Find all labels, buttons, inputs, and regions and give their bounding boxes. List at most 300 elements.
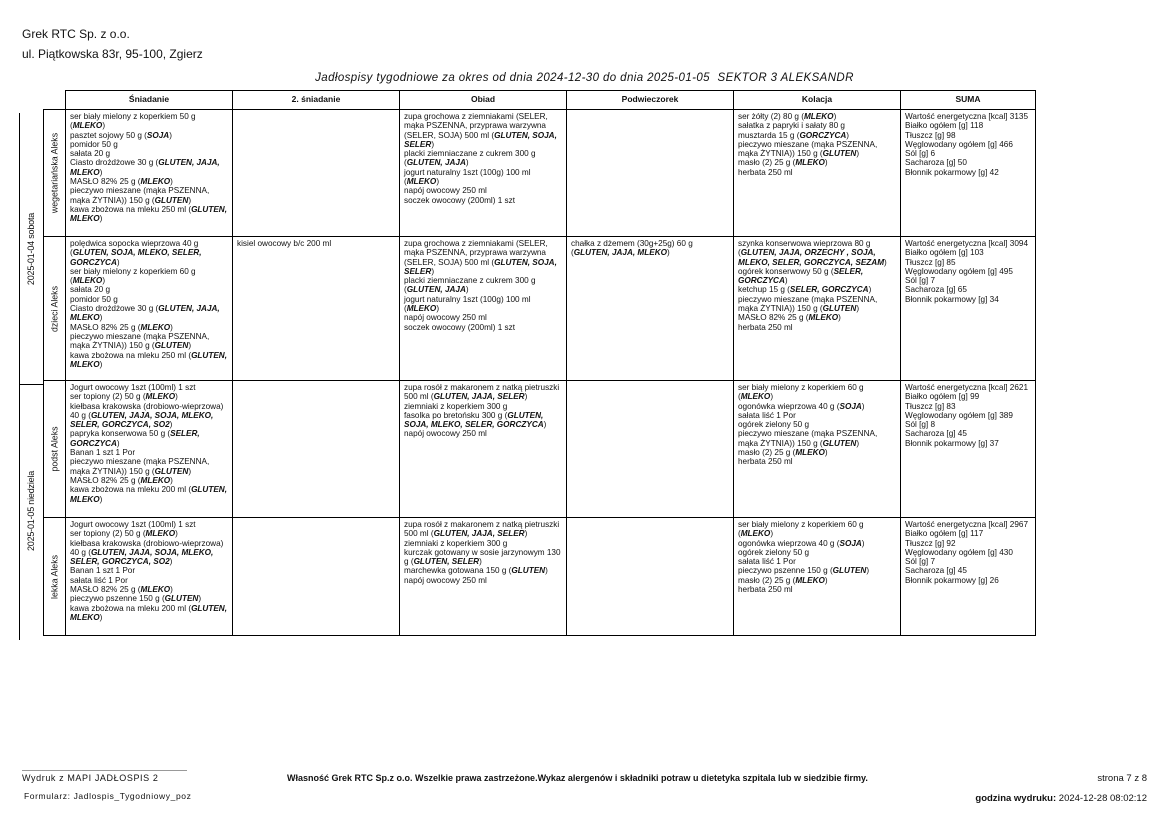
menu-item [70,402,228,430]
print-time-label: godzina wydruku: [975,793,1057,804]
allergen-text: MLEKO [72,276,103,286]
allergen-text: GLUTEN, SELER [413,557,480,567]
item-text: zupa rosół z makaronem z natką pietruszki 500 ml ( [404,383,560,402]
supper-cell [734,237,901,381]
item-text: MASŁO 82% 25 g ( [70,177,141,187]
item-text: ser biały mielony z koperkiem 50 g ( [70,112,196,131]
diet-name: wegetariańska Aleks [48,132,59,214]
allergen-text: GLUTEN [164,594,199,604]
item-text: ) [169,130,172,140]
item-text: ) [824,575,828,585]
menu-item [404,411,562,430]
diet-name: podst Aleks [48,426,59,472]
item-text: ) [667,248,670,258]
item-text: Jogurt owocowy 1szt (100ml) 1 szt [70,520,196,529]
menu-item [738,585,896,594]
menu-item [738,383,896,402]
allergen-text: MLEKO [740,529,771,539]
menu-item [70,476,228,485]
allergen-text: GLUTEN, JAJA [406,158,466,168]
menu-item [738,131,896,140]
header-lunch: Obiad [400,91,567,110]
nutrition-value: Sól [g] 6 [905,149,936,159]
item-text: herbata 250 ml [738,167,793,177]
menu-item [404,520,562,539]
item-text: pomidor 50 g [70,139,118,149]
item-text: herbata 250 ml [738,457,793,467]
item-text: MASŁO 82% 25 g ( [738,313,809,323]
menu-item [571,239,729,258]
item-text: ) [884,257,887,267]
item-text: pieczywo mieszane (mąka PSZENNA, mąka ŻYTNIA)) 150 g ( [70,331,210,351]
day-separator [20,384,43,385]
allergen-text: GLUTEN, SOJA, MLEKO, SELER, GORCZYCA [404,410,544,430]
item-text: ser topiony (2) 50 g ( [70,529,146,539]
nutrition-value: Tłuszcz [g] 98 [905,130,956,140]
menu-item [70,585,228,594]
menu-item [70,529,228,538]
item-text: MASŁO 82% 25 g ( [70,322,141,332]
item-text: ziemniaki z koperkiem 300 g [404,401,508,411]
item-text: ogórek zielony 50 g [738,547,810,557]
allergen-text: MLEKO [406,304,437,314]
item-text: ) [431,139,435,149]
nutrition-value: Błonnik pokarmowy [g] 34 [905,294,999,304]
item-text: jogurt naturalny 1szt (100g) 100 ml ( [404,167,531,187]
item-text: napój owocowy 250 ml [404,429,487,439]
item-text: soczek owocowy (200ml) 1 szt [404,322,516,332]
menu-item [404,313,562,322]
menu-item [70,131,228,140]
menu-item [70,448,228,457]
allergen-text: GLUTEN [154,341,189,351]
day-label-saturday: 2025-01-04 sobota [26,212,36,286]
menu-item [404,239,562,276]
menu-item [738,313,896,322]
menu-item [404,323,562,332]
item-text: ketchup 15 g ( [738,285,790,295]
menu-item [70,267,228,286]
allergen-text: GLUTEN, JAJA, SOJA, MLEKO, SELER, GORCZYCA, SO2 [70,547,214,567]
second-breakfast-cell [233,237,400,381]
item-text: sałatka z papryki i sałaty 80 g [738,121,845,131]
item-text: ) [170,322,173,332]
snack-cell [567,237,734,381]
item-text: ) [838,313,841,323]
menu-item [70,149,228,158]
menu-item [738,548,896,557]
item-text: sałata liść 1 Por [738,557,796,567]
item-text: ogórek zielony 50 g [738,420,810,430]
item-text: ) [116,438,120,448]
lunch-cell [400,518,567,636]
nutrition-value: Wartość energetyczna [kcal] 2621 [905,383,1029,392]
menu-item [404,196,562,205]
item-text: polędwica sopocka wieprzowa 40 g ( [70,239,199,258]
menu-item [70,383,228,392]
allergen-text: SELER, GORCZYCA [70,429,200,448]
diet-cell [44,237,66,381]
allergen-text: MLEKO [740,392,771,402]
allergen-text: MLEKO [140,177,171,187]
allergen-text: GLUTEN [822,438,857,448]
item-text: sałata 20 g [70,285,111,295]
lunch-cell [400,381,567,518]
item-text: pieczywo mieszane (mąka PSZENNA, mąka ŻYTNIA)) 150 g ( [70,457,210,476]
allergen-text: MLEKO [803,112,834,121]
company-address: ul. Piątkowska 83r, 95-100, Zgierz [22,47,203,61]
nutrition-value: Węglowodany ogółem [g] 389 [905,410,1013,420]
item-text: fasolka po bretońsku 300 g ( [404,410,508,420]
menu-item [738,566,896,575]
item-text: ser biały mielony z koperkiem 60 g ( [738,520,864,539]
nutrition-cell [901,381,1036,518]
item-text: ) [99,612,103,622]
item-text: ) [99,214,103,224]
allergen-text: MLEKO [140,322,171,332]
diet-row [44,381,1036,518]
item-text: masło (2) 25 g ( [738,158,796,168]
item-text: szynka konserwowa wieprzowa 80 g ( [738,239,871,258]
allergen-text: GLUTEN, SOJA, SELER [404,257,557,276]
item-text: ) [524,529,528,539]
menu-item [70,429,228,448]
allergen-text: GLUTEN, MLEKO [70,350,227,369]
allergen-text: MLEKO [795,575,825,585]
allergen-text: GLUTEN, JAJA, MLEKO [70,158,220,177]
nutrition-value: Białko ogółem [g] 117 [905,529,984,539]
diet-name: lekka Aleks [48,554,59,599]
second-breakfast-cell [233,381,400,518]
allergen-text: GLUTEN, JAJA, MLEKO [70,304,220,323]
menu-item [70,520,228,529]
day-divider-line [19,113,20,640]
item-text: ) [856,149,860,159]
diet-row [44,237,1036,381]
diet-cell [44,381,66,518]
allergen-text: SELER, GORCZYCA [738,266,864,286]
item-text: ziemniaki z koperkiem 300 g [404,538,508,548]
item-text: ) [866,566,870,576]
item-text: marchewka gotowana 150 g ( [404,566,512,576]
menu-item [70,158,228,177]
item-text: ) [868,285,872,295]
nutrition-value: Błonnik pokarmowy [g] 26 [905,575,999,585]
item-text: napój owocowy 250 ml [404,313,487,323]
menu-item [70,205,228,224]
item-text: ) [436,304,440,314]
item-text: ) [175,392,178,402]
allergen-text: SOJA [839,401,862,411]
diet-cell [44,518,66,636]
menu-item [738,557,896,566]
item-text: placki ziemniaczane z cukrem 300 g ( [404,276,536,295]
nutrition-value: Węglowodany ogółem [g] 466 [905,139,1013,149]
footer-ownership: Własność Grek RTC Sp.z o.o. Wszelkie prawa zastrzeżone.Wykaz alergenów i składniki potraw u dietetyka szpitala lub w siedzibie firmy. [287,773,868,783]
allergen-text: GLUTEN, JAJA, SELER [433,392,525,402]
item-text: sałata 20 g [70,149,111,159]
item-text: ) [169,420,173,430]
item-text: soczek owocowy (200ml) 1 szt [404,195,516,205]
menu-item [404,402,562,411]
item-text: papryka konserwowa 50 g ( [70,429,171,439]
menu-item [404,168,562,187]
item-text: ) [169,557,173,567]
diet-name: dzieci Aleks [48,285,59,332]
nutrition-value: Sól [g] 7 [905,557,936,567]
item-text: pieczywo mieszane (mąka PSZENNA, mąka ŻYTNIA)) 150 g ( [738,294,878,314]
nutrition-value: Sacharoza [g] 50 [905,158,967,168]
menu-item [70,177,228,186]
menu-item [70,576,228,585]
item-text: zupa rosół z makaronem z natką pietruszki 500 ml ( [404,520,560,539]
item-text: sałata liść 1 Por [70,575,128,585]
breakfast-cell [66,518,233,636]
item-text: ) [99,359,103,369]
item-text: pieczywo mieszane (mąka PSZENNA, mąka ŻYTNIA)) 150 g ( [738,139,878,159]
nutrition-value: Białko ogółem [g] 103 [905,248,984,258]
allergen-text: MLEKO [140,475,171,485]
allergen-text: SOJA [146,130,170,140]
item-text: ) [188,466,192,476]
menu-item [70,295,228,304]
item-text: placki ziemniaczane z cukrem 300 g ( [404,149,536,168]
footer-page-number: strona 7 z 8 [1097,773,1147,784]
print-time-value: 2024-12-28 08:02:12 [1058,793,1147,804]
item-text: jogurt naturalny 1szt (100g) 100 ml ( [404,294,531,314]
allergen-text: GLUTEN [154,195,189,205]
menu-table [43,90,1036,636]
supper-cell [734,110,901,237]
item-text: ) [170,177,173,187]
allergen-text: GLUTEN, JAJA, SOJA, MLEKO, SELER, GORCZYCA, SO2 [70,410,214,430]
footer-printout: Wydruk z MAPI JADŁOSPIS 2 [22,773,159,783]
menu-item [70,566,228,575]
item-text: ser biały mielony z koperkiem 60 g ( [70,266,196,286]
nutrition-cell [901,110,1036,237]
diet-row [44,518,1036,636]
header-breakfast: Śniadanie [66,91,233,110]
menu-item [738,112,896,121]
item-text: ) [102,121,106,131]
menu-item [70,323,228,332]
footer-print-time [975,793,1147,804]
item-text: musztarda 15 g ( [738,130,800,140]
nutrition-value: Sacharoza [g] 45 [905,429,967,439]
allergen-text: MLEKO [140,585,171,595]
allergen-text: GLUTEN [822,304,857,314]
allergen-text: MLEKO [145,392,176,402]
breakfast-cell [66,381,233,518]
menu-item [738,121,896,130]
diet-row [44,110,1036,237]
item-text: ) [99,494,103,504]
menu-item [70,539,228,567]
nutrition-value: Białko ogółem [g] 99 [905,392,980,402]
allergen-text: GLUTEN [511,566,546,576]
item-text: herbata 250 ml [738,585,793,595]
item-text: kawa zbożowa na mleku 200 ml ( [70,485,192,495]
item-text: pieczywo pszenne 150 g ( [70,594,165,604]
menu-item [738,420,896,429]
item-text: kiełbasa krakowska (drobiowo-wieprzowa) 40 g ( [70,538,224,557]
nutrition-value: Węglowodany ogółem [g] 495 [905,266,1013,276]
menu-item [404,548,562,567]
item-text: MASŁO 82% 25 g ( [70,475,141,485]
diet-cell [44,110,66,237]
item-text: napój owocowy 250 ml [404,575,487,585]
item-text: ) [543,420,547,430]
menu-item [404,566,562,575]
menu-item [404,186,562,195]
header-corner [44,91,66,110]
snack-cell [567,518,734,636]
item-text: Ciasto drożdżowe 30 g ( [70,304,159,314]
header-row [44,91,1036,110]
item-text: ) [784,276,788,286]
menu-item [404,112,562,149]
allergen-text: MLEKO [406,177,437,187]
allergen-text: GLUTEN [832,566,867,576]
allergen-text: GLUTEN, MLEKO [70,204,227,224]
item-text: ) [856,304,860,314]
nutrition-value: Sacharoza [g] 45 [905,566,967,576]
item-text: masło (2) 25 g ( [738,448,796,458]
menu-item [237,239,395,248]
item-text: kurczak gotowany w sosie jarzynowym 130 g ( [404,547,561,567]
item-text: ) [102,276,106,286]
item-text: kawa zbożowa na mleku 200 ml ( [70,603,192,613]
snack-cell [567,110,734,237]
header-supper: Kolacja [734,91,901,110]
allergen-text: GLUTEN, MLEKO [70,485,227,504]
menu-item [70,186,228,205]
company-block [22,24,203,64]
item-text: ) [861,538,865,548]
menu-item [70,239,228,267]
allergen-text: GLUTEN, JAJA, SELER [433,529,525,539]
allergen-text: MLEKO [145,529,176,539]
item-text: ) [479,557,482,567]
item-text: ) [770,529,774,539]
item-text: zupa grochowa z ziemniakami (SELER, mąka PSZENNA, przyprawa warzywna (SELER, SOJA) 500 ml ( [404,239,548,267]
item-text: ) [188,341,192,351]
nutrition-value: Sól [g] 7 [905,276,936,286]
breakfast-cell [66,110,233,237]
menu-item [738,158,896,167]
menu-item [738,457,896,466]
report-period: Jadłospisy tygodniowe za okres od dnia 2024-12-30 do dnia 2025-01-05 [315,72,710,84]
menu-item [70,457,228,476]
menu-item [70,604,228,623]
item-text: ) [545,566,548,576]
footer-rule [22,770,187,771]
menu-item [738,402,896,411]
item-text: pasztet sojowy 50 g ( [70,130,147,140]
item-text: pomidor 50 g [70,294,118,304]
nutrition-value: Tłuszcz [g] 85 [905,257,956,267]
menu-item [70,140,228,149]
allergen-text: MLEKO [72,121,103,131]
item-text: ) [170,585,173,595]
supper-cell [734,381,901,518]
nutrition-value: Tłuszcz [g] 83 [905,401,956,411]
allergen-text: GORCZYCA [799,130,847,140]
item-text: ) [824,158,828,168]
header-sum: SUMA [901,91,1036,110]
report-title [0,72,1169,84]
item-text: pieczywo mieszane (mąka PSZENNA, mąka ŻYTNIA)) 150 g ( [738,429,878,448]
footer-form: Formularz: Jadlospis_Tygodniowy_poz [24,791,192,801]
allergen-text: MLEKO [795,448,825,458]
menu-item [70,112,228,131]
menu-item [738,168,896,177]
allergen-text: GLUTEN [154,466,189,476]
menu-item [738,429,896,448]
item-text: kiełbasa krakowska (drobiowo-wieprzowa) 40 g ( [70,401,224,420]
supper-cell [734,518,901,636]
menu-item [70,485,228,504]
nutrition-value: Tłuszcz [g] 92 [905,538,956,548]
nutrition-value: Błonnik pokarmowy [g] 37 [905,438,999,448]
item-text: ) [188,195,192,205]
item-text: ) [770,392,774,402]
item-text: kawa zbożowa na mleku 250 ml ( [70,350,192,360]
menu-item [738,576,896,585]
item-text: ser żółty (2) 80 g ( [738,112,804,121]
item-text: ) [436,177,440,187]
snack-cell [567,381,734,518]
allergen-text: SOJA [839,538,862,548]
allergen-text: GLUTEN [822,149,857,159]
item-text: ) [198,594,202,604]
menu-item [738,539,896,548]
nutrition-value: Białko ogółem [g] 118 [905,121,984,131]
allergen-text: GLUTEN, SOJA, MLEKO, SELER, GORCZYCA [70,248,202,267]
allergen-text: GLUTEN, JAJA, MLEKO [573,248,667,258]
second-breakfast-cell [233,518,400,636]
report-sector: SEKTOR 3 ALEKSANDR [717,72,854,84]
item-text: pieczywo pszenne 150 g ( [738,566,833,576]
item-text: ) [524,392,528,402]
menu-item [70,351,228,370]
item-text: ) [861,401,865,411]
item-text: ser biały mielony z koperkiem 60 g ( [738,383,864,402]
menu-item [738,239,896,267]
item-text: chałka z dżemem (30g+25g) 60 g ( [571,239,693,258]
item-text: Banan 1 szt 1 Por [70,448,136,458]
item-text: kawa zbożowa na mleku 250 ml ( [70,204,192,214]
allergen-text: GLUTEN, SOJA, SELER [404,130,557,149]
item-text: ) [833,112,837,121]
menu-item [404,576,562,585]
menu-item [404,383,562,402]
allergen-text: MLEKO [808,313,839,323]
menu-item [70,594,228,603]
item-text: ogonówka wieprzowa 40 g ( [738,538,840,548]
item-text: pieczywo mieszane (mąka PSZENNA, mąka ŻYTNIA)) 150 g ( [70,186,210,205]
second-breakfast-cell [233,110,400,237]
menu-item [404,276,562,295]
item-text: ) [99,313,103,323]
nutrition-value: Wartość energetyczna [kcal] 3135 [905,112,1029,121]
item-text: ) [99,167,103,177]
lunch-cell [400,237,567,381]
lunch-cell [400,110,567,237]
item-text: ser topiony (2) 50 g ( [70,392,146,402]
menu-item [404,149,562,168]
allergen-text: MLEKO [795,158,825,168]
